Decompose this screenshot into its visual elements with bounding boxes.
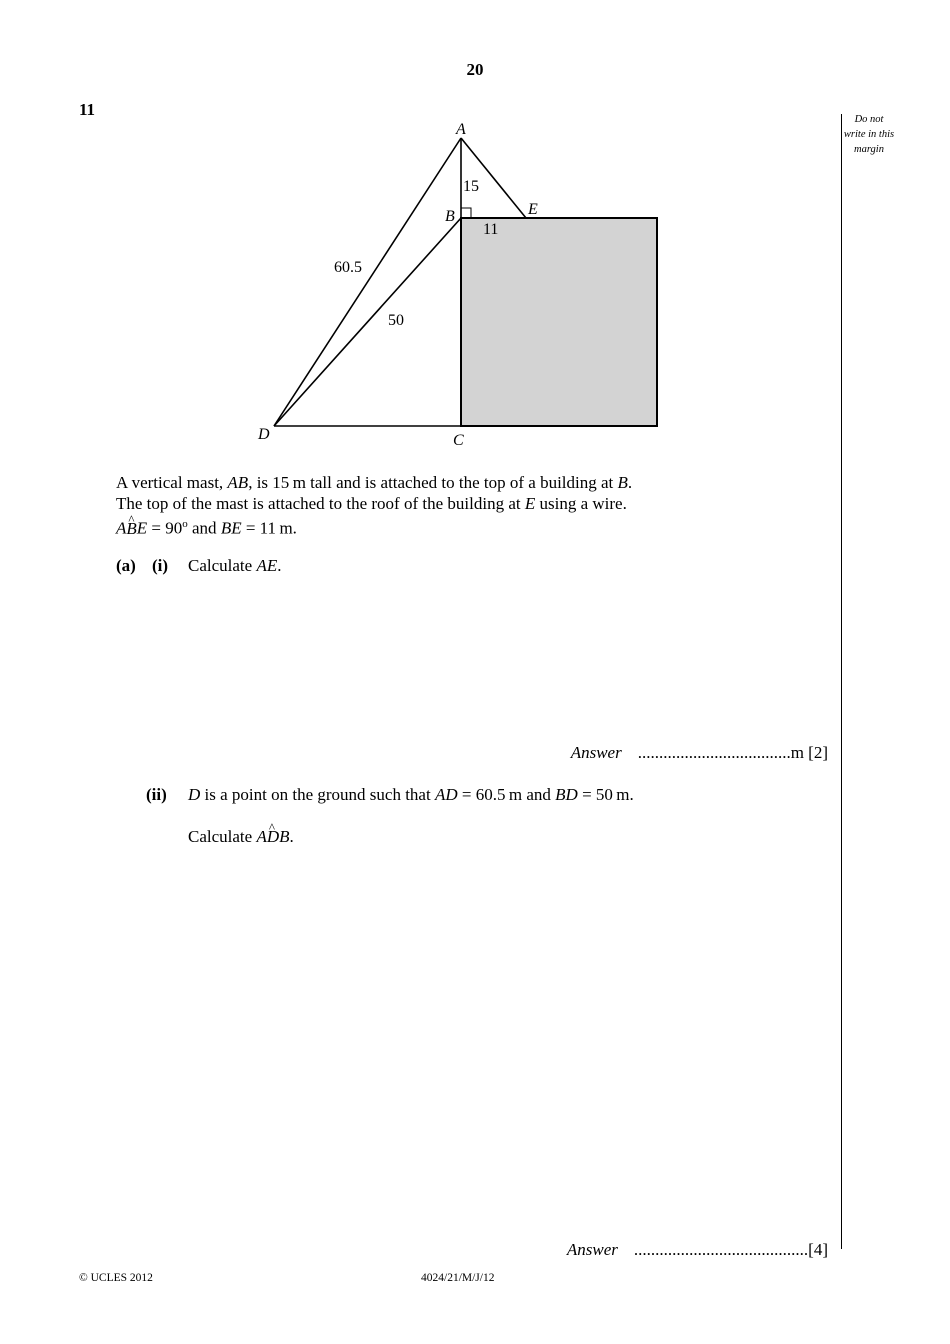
part-a-i <box>116 556 136 576</box>
length-label-ab: 15 <box>463 178 479 195</box>
part-text: is a point on the ground such that <box>200 785 435 804</box>
stem-text: The top of the mast is attached to the roof of the building at <box>116 493 525 513</box>
stem-text: using a wire. <box>535 493 627 513</box>
footer-copyright: © UCLES 2012 <box>79 1272 153 1284</box>
stem-text: . <box>627 473 633 492</box>
angle-var: A <box>256 827 267 846</box>
part-label-i: (i) <box>152 556 169 575</box>
stem-text: = 11 m. <box>241 518 297 538</box>
point-label-a: A <box>456 121 466 138</box>
stem-text: , is 15 m tall and is attached to the top of a building at <box>248 473 618 492</box>
degree-symbol: o <box>182 518 188 530</box>
footer-paper-code: 4024/21/M/J/12 <box>421 1272 495 1284</box>
stem-var: AB <box>227 473 249 492</box>
answer-label: Answer <box>570 743 622 762</box>
question-number: 11 <box>79 100 96 119</box>
angle-vertex-var: ^ D <box>267 827 279 847</box>
part-var: BD <box>555 785 578 804</box>
part-var: D <box>188 785 201 804</box>
margin-note-line: Do not <box>854 114 884 125</box>
part-a-i-text <box>188 556 281 576</box>
part-var: AD <box>434 785 458 804</box>
margin-note-line: write in this <box>843 129 895 140</box>
part-var: AE <box>256 556 278 575</box>
stem-line-1 <box>116 473 632 494</box>
part-a-ii-calc <box>188 827 294 847</box>
part-text: . <box>289 827 294 846</box>
stem-text: A vertical mast, <box>116 473 228 492</box>
line-ad <box>274 138 461 426</box>
page-number: 20 <box>466 60 484 79</box>
right-angle-marker <box>461 208 471 218</box>
length-label-bd: 50 <box>388 312 404 329</box>
answer-label: Answer <box>566 1240 618 1259</box>
answer-unit-marks: m [2] <box>790 743 828 762</box>
building-rectangle <box>461 218 657 426</box>
part-label-a: (a) <box>116 556 136 575</box>
question-stem <box>116 473 632 539</box>
margin-note-line: margin <box>854 144 884 155</box>
point-label-b: B <box>445 208 455 225</box>
angle-var: A <box>116 518 127 538</box>
stem-line-2 <box>116 494 632 515</box>
stem-text: = 90 <box>147 518 183 538</box>
part-text: . <box>277 556 282 575</box>
part-text: = 50 m. <box>577 785 634 804</box>
stem-text: and <box>187 518 221 538</box>
answer-dots[interactable]: .................................... <box>637 743 791 762</box>
point-label-d: D <box>258 426 270 443</box>
angle-var: B <box>279 827 290 846</box>
answer-line-a-ii <box>567 1240 828 1260</box>
part-text: Calculate <box>188 827 257 846</box>
part-a-ii-text <box>188 785 634 805</box>
geometry-diagram <box>0 0 950 470</box>
part-text: = 60.5 m and <box>457 785 556 804</box>
line-bd <box>274 218 461 426</box>
length-label-ad: 60.5 <box>334 259 362 276</box>
angle-var: E <box>136 518 148 538</box>
stem-var: E <box>524 493 536 513</box>
answer-marks: [4] <box>808 1240 828 1259</box>
stem-var: B <box>617 473 628 492</box>
point-label-e: E <box>528 201 538 218</box>
stem-line-3 <box>116 514 632 539</box>
angle-vertex-var: ^ B <box>126 519 136 540</box>
part-a-ii-label <box>146 785 167 805</box>
part-text: Calculate <box>188 556 257 575</box>
point-label-c: C <box>453 432 464 449</box>
answer-line-a-i <box>571 743 828 763</box>
stem-var: BE <box>220 518 242 538</box>
part-label-ii: (ii) <box>146 785 167 804</box>
answer-dots[interactable]: ......................................... <box>633 1240 809 1259</box>
length-label-be: 11 <box>483 221 499 238</box>
part-a-i-label <box>152 556 168 576</box>
